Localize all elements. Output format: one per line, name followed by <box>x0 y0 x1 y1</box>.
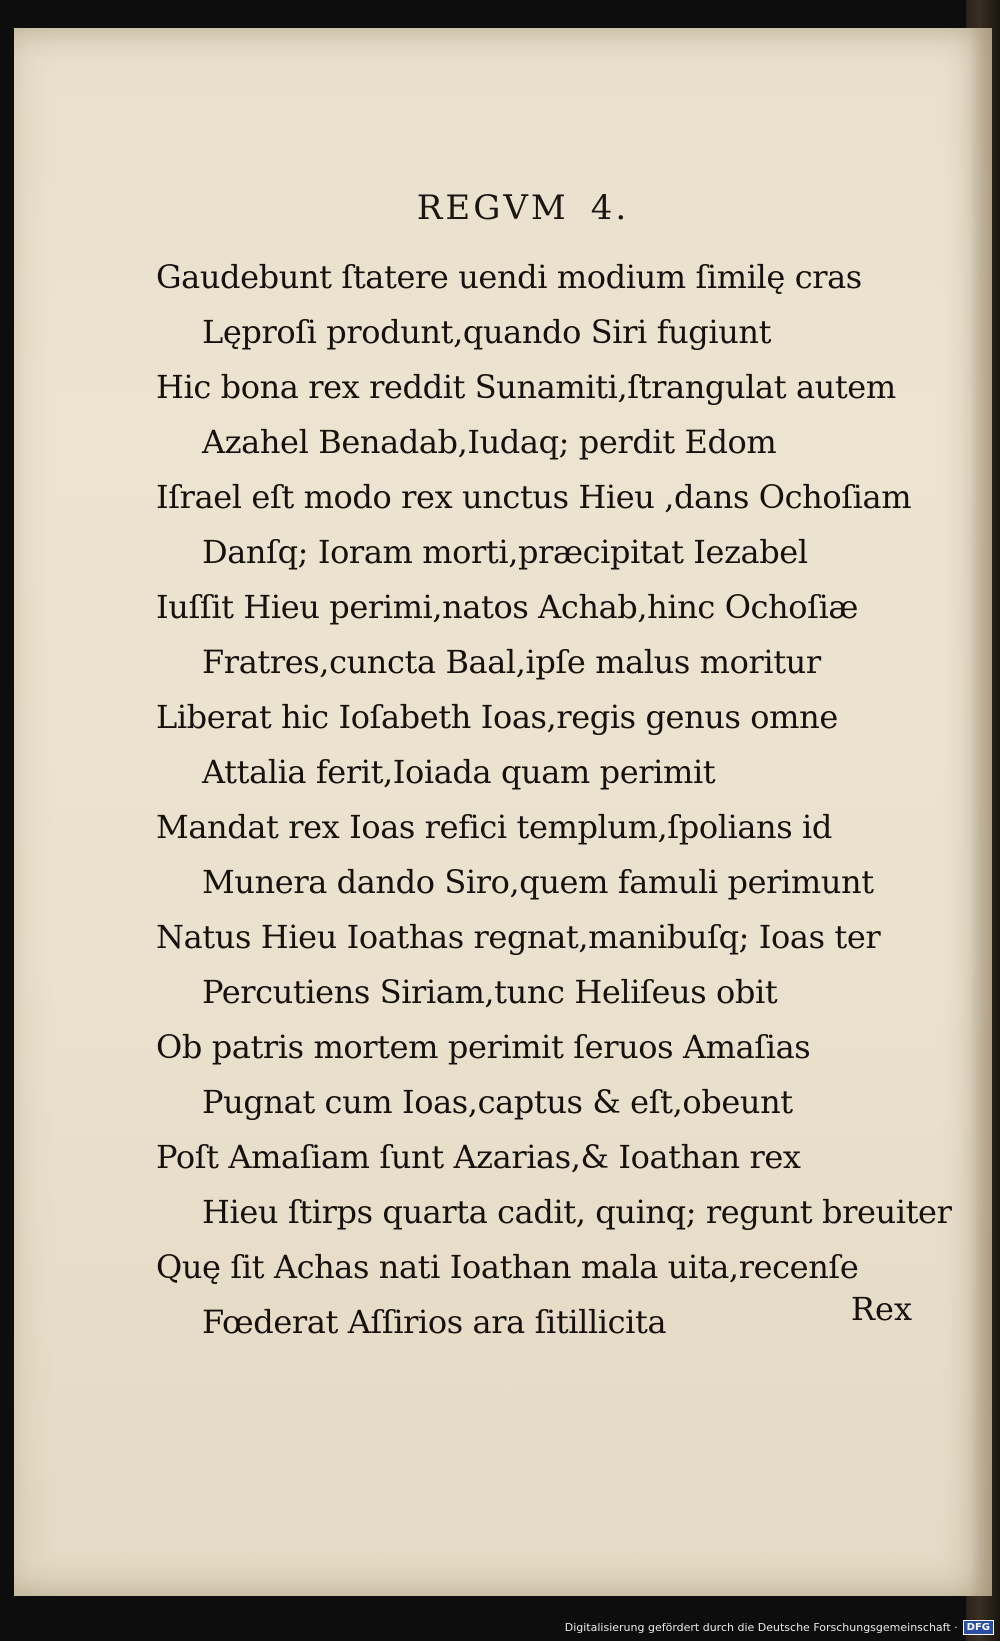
folio-number: 4. <box>590 188 630 228</box>
verse-line: Attalia ferit,Ioiada quam perimit <box>202 753 716 791</box>
verse-line: Munera dando Siro,quem famuli perimunt <box>202 863 874 901</box>
verse-line: Iuſſit Hieu perimi,natos Achab,hinc Ochoſiæ <box>156 588 859 626</box>
digitization-credit <box>565 1616 994 1638</box>
verse-line: Azahel Benadab,Iudaq; perdit Edom <box>202 423 777 461</box>
verse-line: Pugnat cum Ioas,captus & eſt,obeunt <box>202 1083 793 1121</box>
running-title: REGVM <box>416 188 569 228</box>
catchword: Rex <box>850 1290 912 1328</box>
dfg-logo: DFG <box>963 1620 994 1635</box>
book-page <box>14 28 992 1596</box>
verse-line: Hieu ſtirps quarta cadit, quinq; regunt breuiter <box>202 1193 952 1231</box>
verse-line: Quę ſit Achas nati Ioathan mala uita,recenſe <box>156 1248 859 1286</box>
verse-line: Poſt Amaſiam ſunt Azarias,& Ioathan rex <box>156 1138 801 1176</box>
verse-line: Danſq; Ioram morti,præcipitat Iezabel <box>202 533 808 571</box>
verse-line: Hic bona rex reddit Sunamiti,ſtrangulat autem <box>156 368 896 406</box>
verse-line: Mandat rex Ioas refici templum,ſpolians id <box>156 808 832 846</box>
verse-line: Fœderat Aſſirios ara ſitillicita <box>202 1303 667 1341</box>
verse-line: Gaudebunt ſtatere uendi modium ſimilę cras <box>156 258 862 296</box>
verse-line: Percutiens Siriam,tunc Heliſeus obit <box>202 973 778 1011</box>
verse-line: Liberat hic Ioſabeth Ioas,regis genus omne <box>156 698 838 736</box>
verse-line: Ob patris mortem perimit ſeruos Amaſias <box>156 1028 811 1066</box>
verse-line: Natus Hieu Ioathas regnat,manibuſq; Ioas ter <box>156 918 881 956</box>
verse-list <box>14 250 992 1350</box>
running-header <box>14 188 992 228</box>
verse-line: Lęproſi produnt,quando Siri fugiunt <box>202 313 772 351</box>
verse-line: Iſrael eſt modo rex unctus Hieu ,dans Ochoſiam <box>156 478 912 516</box>
credit-text: Digitalisierung gefördert durch die Deutsche Forschungsgemeinschaft · <box>564 1620 958 1634</box>
verse-line: Fratres,cuncta Baal,ipſe malus moritur <box>202 643 821 681</box>
